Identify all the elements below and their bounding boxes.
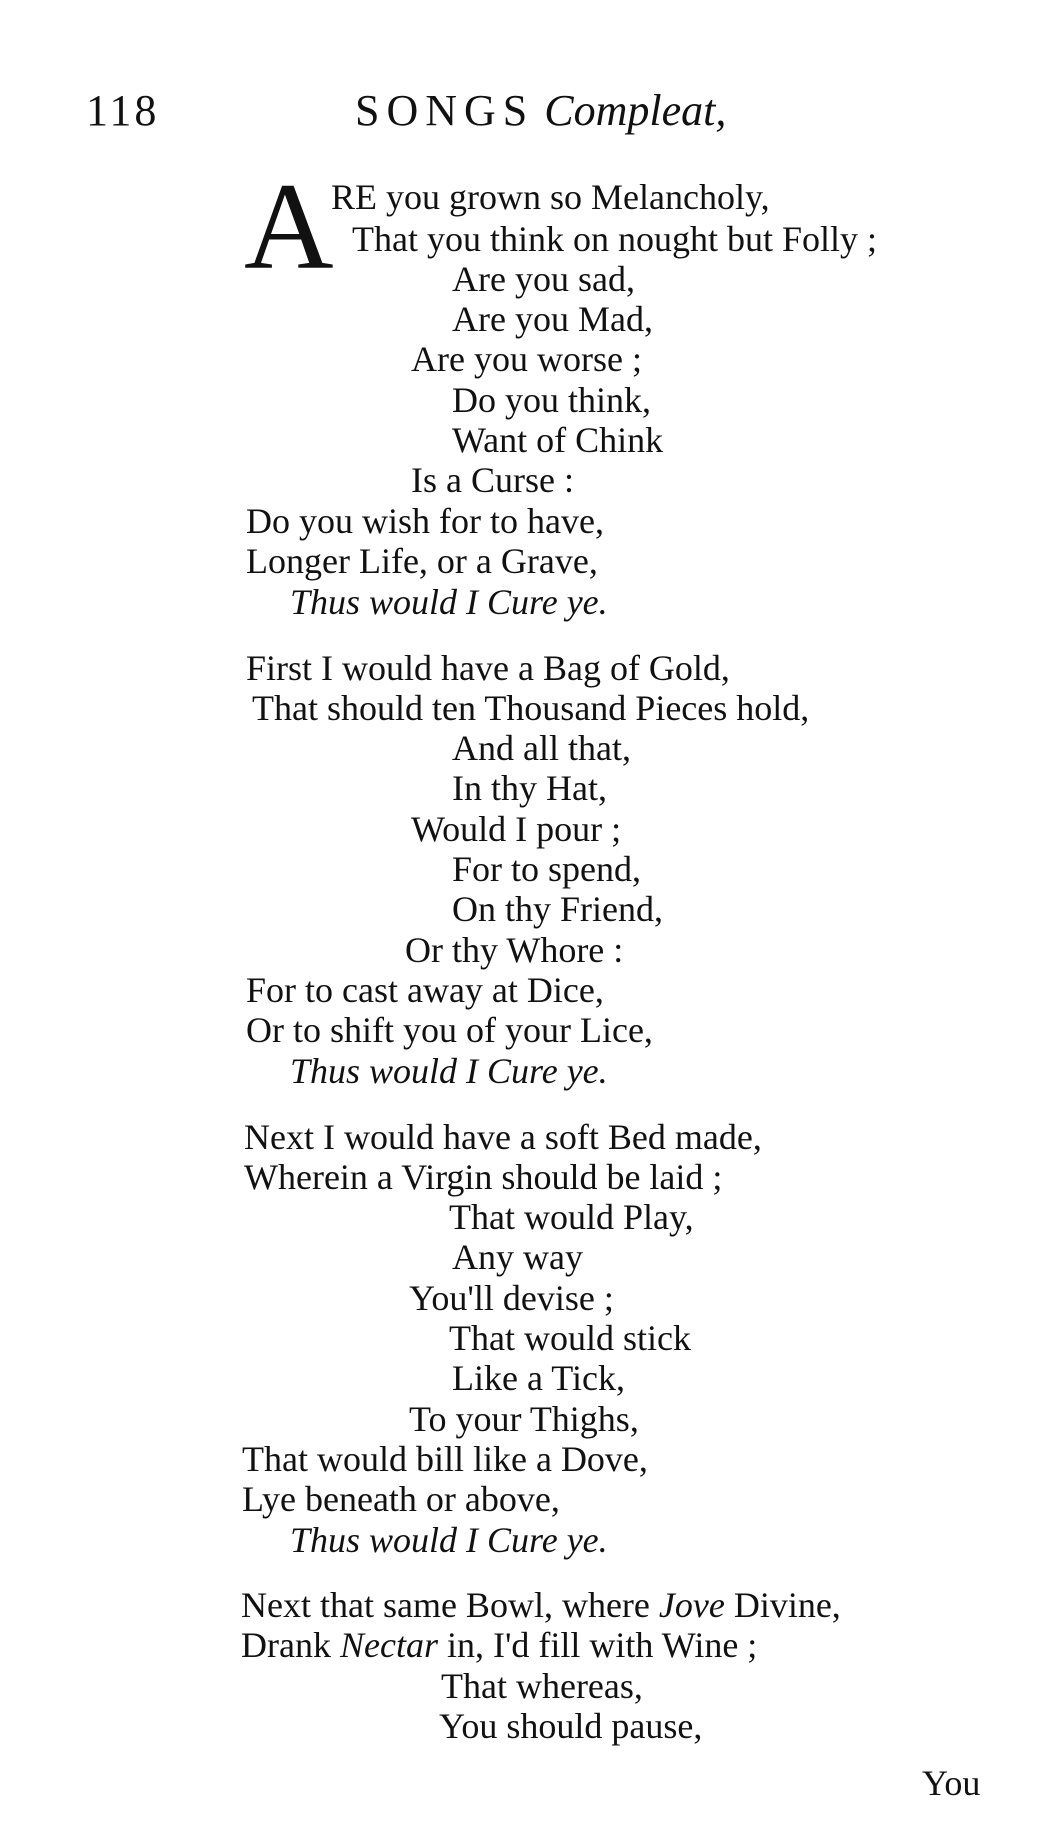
italic-name: Nectar — [339, 1625, 438, 1665]
drop-cap: A — [244, 158, 334, 295]
poem-line: That whereas, — [441, 1666, 643, 1706]
poem-line: That you think on nought but Folly ; — [352, 219, 878, 259]
poem-line: That would stick — [449, 1318, 691, 1358]
poem-line: Is a Curse : — [411, 460, 574, 500]
page-number: 118 — [86, 86, 160, 135]
poem-line: Are you Mad, — [452, 299, 653, 339]
poem-line: That would Play, — [449, 1197, 694, 1237]
refrain-line — [290, 1051, 608, 1091]
poem-line: First I would have a Bag of Gold, — [246, 648, 730, 688]
text-run: Next that same Bowl, where — [241, 1585, 659, 1625]
running-head-caps: SONGS — [355, 86, 535, 135]
poem-line: You'll devise ; — [409, 1278, 614, 1318]
refrain-text: Thus would I Cure ye. — [290, 1520, 608, 1560]
poem-line: And all that, — [452, 728, 631, 768]
poem-line: Are you worse ; — [411, 339, 642, 379]
poem-line: Next I would have a soft Bed made, — [244, 1117, 762, 1157]
poem-line: Want of Chink — [452, 420, 664, 460]
running-head-italic: Compleat, — [544, 86, 727, 135]
text-run: in, I'd fill with Wine ; — [437, 1625, 758, 1665]
refrain-line — [290, 582, 608, 622]
poem-line: Would I pour ; — [411, 809, 622, 849]
poem-line: On thy Friend, — [452, 889, 663, 929]
text-run: Divine, — [724, 1585, 841, 1625]
poem-line: Or to shift you of your Lice, — [246, 1010, 653, 1050]
poem-line: Do you think, — [452, 380, 652, 420]
poem-line: For to cast away at Dice, — [246, 970, 604, 1010]
poem-line: RE you grown so Melancholy, — [331, 177, 770, 217]
poem-line: Lye beneath or above, — [242, 1479, 560, 1519]
poem-line: Any way — [452, 1237, 583, 1277]
poem-line — [241, 1625, 757, 1665]
refrain-line — [290, 1520, 608, 1560]
catchword: You — [922, 1763, 981, 1803]
poem-line: In thy Hat, — [452, 768, 607, 808]
poem-line: Wherein a Virgin should be laid ; — [244, 1157, 723, 1197]
poem-line: That should ten Thousand Pieces hold, — [252, 688, 810, 728]
poem-line: Are you sad, — [452, 259, 635, 299]
poem-line: For to spend, — [452, 849, 641, 889]
poem-line: To your Thighs, — [409, 1399, 639, 1439]
page-header — [0, 85, 1047, 145]
refrain-text: Thus would I Cure ye. — [290, 1051, 608, 1091]
text-run: Drank — [241, 1625, 340, 1665]
poem-line: Do you wish for to have, — [246, 501, 604, 541]
running-head — [355, 85, 726, 136]
poem-line: You should pause, — [439, 1706, 703, 1746]
refrain-text: Thus would I Cure ye. — [290, 582, 608, 622]
poem-line: Longer Life, or a Grave, — [246, 541, 598, 581]
poem-line: Or thy Whore : — [405, 930, 624, 970]
poem-line: Like a Tick, — [452, 1358, 626, 1398]
italic-name: Jove — [658, 1585, 725, 1625]
poem-line — [241, 1585, 841, 1625]
poem-line: That would bill like a Dove, — [242, 1439, 648, 1479]
